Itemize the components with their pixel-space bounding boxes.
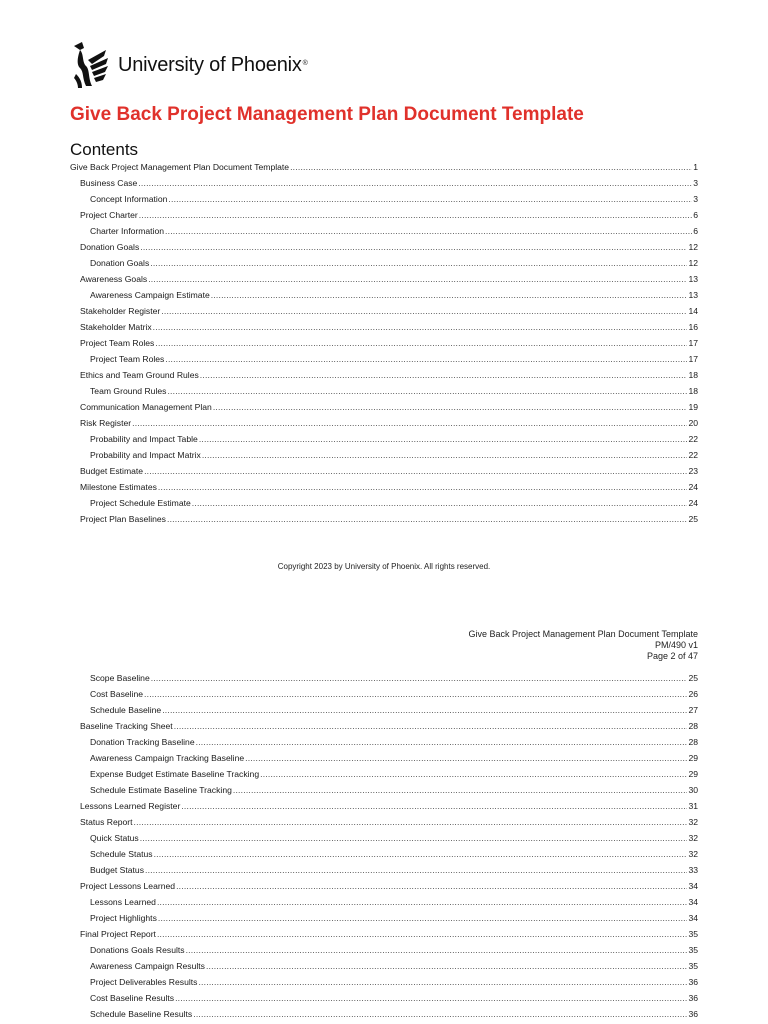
toc-entry[interactable] [70,205,698,221]
toc-leader-dots [211,290,688,301]
toc-entry-title: Scope Baseline [90,673,150,683]
toc-page-number: 32 [688,849,698,859]
toc-entry-title: Communication Management Plan [80,402,212,412]
toc-page-number: 30 [688,785,698,795]
toc-entry[interactable] [70,924,698,940]
toc-leader-dots [233,785,688,796]
toc-page-number: 33 [688,865,698,875]
toc-entry[interactable] [70,780,698,796]
toc-entry-title: Business Case [80,178,138,188]
toc-entry[interactable] [70,860,698,876]
toc-entry[interactable] [70,716,698,732]
toc-leader-dots [213,402,688,413]
toc-entry-title: Status Report [80,817,133,827]
toc-entry-title: Project Team Roles [80,338,155,348]
toc-leader-dots [148,274,687,285]
toc-leader-dots [196,737,688,748]
toc-leader-dots [206,961,687,972]
toc-entry-title: Project Charter [80,210,138,220]
toc-leader-dots [132,418,687,429]
page-header [469,629,698,662]
toc-leader-dots [155,338,687,349]
toc-entry-title: Donation Tracking Baseline [90,737,195,747]
toc-entry-title: Donation Goals [80,242,140,252]
table-of-contents-continued [70,668,698,1020]
toc-entry-title: Concept Information [90,194,168,204]
toc-page-number: 18 [688,386,698,396]
toc-entry-title: Project Lessons Learned [80,881,176,891]
toc-entry[interactable] [70,253,698,269]
toc-page-number: 28 [688,721,698,731]
toc-page-number: 22 [688,434,698,444]
toc-entry[interactable] [70,509,698,525]
toc-entry[interactable] [70,1004,698,1020]
toc-entry-title: Lessons Learned Register [80,801,181,811]
toc-page-number: 16 [688,322,698,332]
toc-entry[interactable] [70,381,698,397]
toc-page-number: 6 [693,210,698,220]
toc-leader-dots [134,817,688,828]
toc-entry-title: Stakeholder Matrix [80,322,152,332]
toc-page-number: 12 [688,258,698,268]
toc-entry[interactable] [70,988,698,1004]
toc-entry-title: Schedule Estimate Baseline Tracking [90,785,232,795]
logo-wordmark: University of Phoenix® [118,53,308,76]
toc-entry[interactable] [70,477,698,493]
toc-leader-dots [144,466,687,477]
toc-page-number: 36 [688,1009,698,1019]
toc-entry[interactable] [70,732,698,748]
toc-leader-dots [138,178,692,189]
toc-page-number: 29 [688,753,698,763]
toc-leader-dots [151,673,688,684]
toc-page-number: 25 [688,673,698,683]
toc-entry-title: Baseline Tracking Sheet [80,721,173,731]
toc-page-number: 32 [688,833,698,843]
header-course: PM/490 v1 [654,640,698,650]
toc-entry[interactable] [70,429,698,445]
toc-leader-dots [167,514,687,525]
toc-page-number: 19 [688,402,698,412]
toc-entry[interactable] [70,269,698,285]
toc-entry[interactable] [70,940,698,956]
toc-page-number: 18 [688,370,698,380]
toc-leader-dots [157,929,687,940]
toc-entry-title: Project Plan Baselines [80,514,166,524]
toc-leader-dots [199,434,688,445]
toc-entry-title: Schedule Baseline [90,705,162,715]
toc-leader-dots [174,721,688,732]
toc-page-number: 36 [688,977,698,987]
toc-entry[interactable] [70,956,698,972]
toc-leader-dots [186,945,688,956]
toc-entry[interactable] [70,365,698,381]
toc-page-number: 24 [688,482,698,492]
toc-entry[interactable] [70,173,698,189]
header-page-number: Page 2 of 47 [646,651,698,661]
toc-leader-dots [202,450,688,461]
toc-leader-dots [144,689,687,700]
toc-entry-title: Schedule Status [90,849,153,859]
toc-entry[interactable] [70,684,698,700]
toc-entry-title: Charter Information [90,226,165,236]
toc-page-number: 35 [688,961,698,971]
document-title: Give Back Project Management Plan Document Template [70,104,584,125]
toc-entry-title: Project Deliverables Results [90,977,198,987]
toc-leader-dots [192,498,688,509]
toc-entry-title: Risk Register [80,418,132,428]
toc-leader-dots [198,977,687,988]
toc-entry-title: Probability and Impact Matrix [90,450,201,460]
toc-entry[interactable] [70,700,698,716]
toc-entry[interactable] [70,157,698,173]
toc-entry-title: Project Highlights [90,913,157,923]
toc-leader-dots [200,370,688,381]
toc-entry[interactable] [70,796,698,812]
toc-leader-dots [157,897,688,908]
toc-page-number: 13 [688,290,698,300]
toc-entry-title: Probability and Impact Table [90,434,198,444]
toc-leader-dots [154,849,688,860]
toc-leader-dots [175,993,687,1004]
toc-entry[interactable] [70,493,698,509]
toc-entry-title: Project Schedule Estimate [90,498,191,508]
toc-entry-title: Quick Status [90,833,139,843]
toc-leader-dots [158,913,688,924]
toc-entry-title: Team Ground Rules [90,386,167,396]
toc-entry-title: Project Team Roles [90,354,165,364]
toc-leader-dots [168,194,692,205]
toc-entry-title: Donations Goals Results [90,945,185,955]
toc-entry-title: Cost Baseline [90,689,144,699]
toc-entry[interactable] [70,828,698,844]
toc-entry-title: Stakeholder Register [80,306,161,316]
toc-leader-dots [181,801,687,812]
toc-entry[interactable] [70,221,698,237]
toc-leader-dots [140,242,687,253]
phoenix-icon [70,40,110,90]
table-of-contents [70,157,698,525]
toc-page-number: 35 [688,945,698,955]
toc-page-number: 17 [688,338,698,348]
toc-leader-dots [161,306,687,317]
toc-page-number: 35 [688,929,698,939]
toc-leader-dots [145,865,687,876]
toc-entry[interactable] [70,908,698,924]
toc-entry[interactable] [70,764,698,780]
toc-leader-dots [150,258,687,269]
toc-entry-title: Final Project Report [80,929,156,939]
toc-entry-title: Awareness Campaign Estimate [90,290,210,300]
toc-leader-dots [153,322,688,333]
toc-entry[interactable] [70,189,698,205]
university-logo [70,40,308,90]
toc-leader-dots [167,386,687,397]
toc-entry-title: Schedule Baseline Results [90,1009,193,1019]
toc-page-number: 14 [688,306,698,316]
toc-leader-dots [290,162,692,173]
toc-page-number: 34 [688,881,698,891]
toc-page-number: 32 [688,817,698,827]
header-title: Give Back Project Management Plan Document Template [468,629,698,639]
toc-leader-dots [162,705,687,716]
toc-page-number: 25 [688,514,698,524]
toc-page-number: 23 [688,466,698,476]
toc-leader-dots [165,354,687,365]
toc-page-number: 36 [688,993,698,1003]
toc-entry-title: Expense Budget Estimate Baseline Tracking [90,769,260,779]
toc-entry[interactable] [70,445,698,461]
toc-entry[interactable] [70,461,698,477]
toc-entry[interactable] [70,301,698,317]
toc-entry[interactable] [70,844,698,860]
toc-entry-title: Cost Baseline Results [90,993,175,1003]
toc-page-number: 1 [693,162,698,172]
toc-entry[interactable] [70,812,698,828]
toc-leader-dots [260,769,687,780]
toc-page-number: 22 [688,450,698,460]
toc-leader-dots [140,833,688,844]
toc-entry[interactable] [70,892,698,908]
toc-leader-dots [193,1009,687,1020]
toc-entry-title: Budget Estimate [80,466,144,476]
toc-page-number: 17 [688,354,698,364]
toc-entry-title: Awareness Goals [80,274,148,284]
toc-entry-title: Give Back Project Management Plan Document Template [70,162,290,172]
toc-entry-title: Awareness Campaign Tracking Baseline [90,753,245,763]
toc-entry[interactable] [70,876,698,892]
toc-entry[interactable] [70,748,698,764]
toc-entry-title: Lessons Learned [90,897,156,907]
toc-entry[interactable] [70,668,698,684]
toc-entry-title: Budget Status [90,865,144,875]
toc-page-number: 31 [688,801,698,811]
toc-entry[interactable] [70,317,698,333]
copyright-footer: Copyright 2023 by University of Phoenix. All rights reserved. [277,562,491,571]
toc-entry[interactable] [70,397,698,413]
toc-entry-title: Awareness Campaign Results [90,961,205,971]
toc-page-number: 26 [688,689,698,699]
toc-page-number: 34 [688,897,698,907]
toc-page-number: 20 [688,418,698,428]
toc-entry-title: Milestone Estimates [80,482,157,492]
toc-page-number: 3 [693,194,698,204]
toc-entry[interactable] [70,413,698,429]
toc-leader-dots [158,482,688,493]
toc-entry[interactable] [70,285,698,301]
toc-entry[interactable] [70,972,698,988]
toc-page-number: 12 [688,242,698,252]
toc-entry[interactable] [70,333,698,349]
toc-leader-dots [139,210,692,221]
toc-page-number: 13 [688,274,698,284]
toc-leader-dots [245,753,687,764]
toc-entry[interactable] [70,237,698,253]
toc-leader-dots [176,881,687,892]
toc-entry-title: Ethics and Team Ground Rules [80,370,199,380]
toc-page-number: 28 [688,737,698,747]
contents-heading: Contents [70,140,139,159]
toc-page-number: 3 [693,178,698,188]
toc-leader-dots [165,226,692,237]
toc-page-number: 6 [693,226,698,236]
toc-entry-title: Donation Goals [90,258,150,268]
toc-page-number: 34 [688,913,698,923]
toc-entry[interactable] [70,349,698,365]
toc-page-number: 27 [688,705,698,715]
toc-page-number: 24 [688,498,698,508]
toc-page-number: 29 [688,769,698,779]
